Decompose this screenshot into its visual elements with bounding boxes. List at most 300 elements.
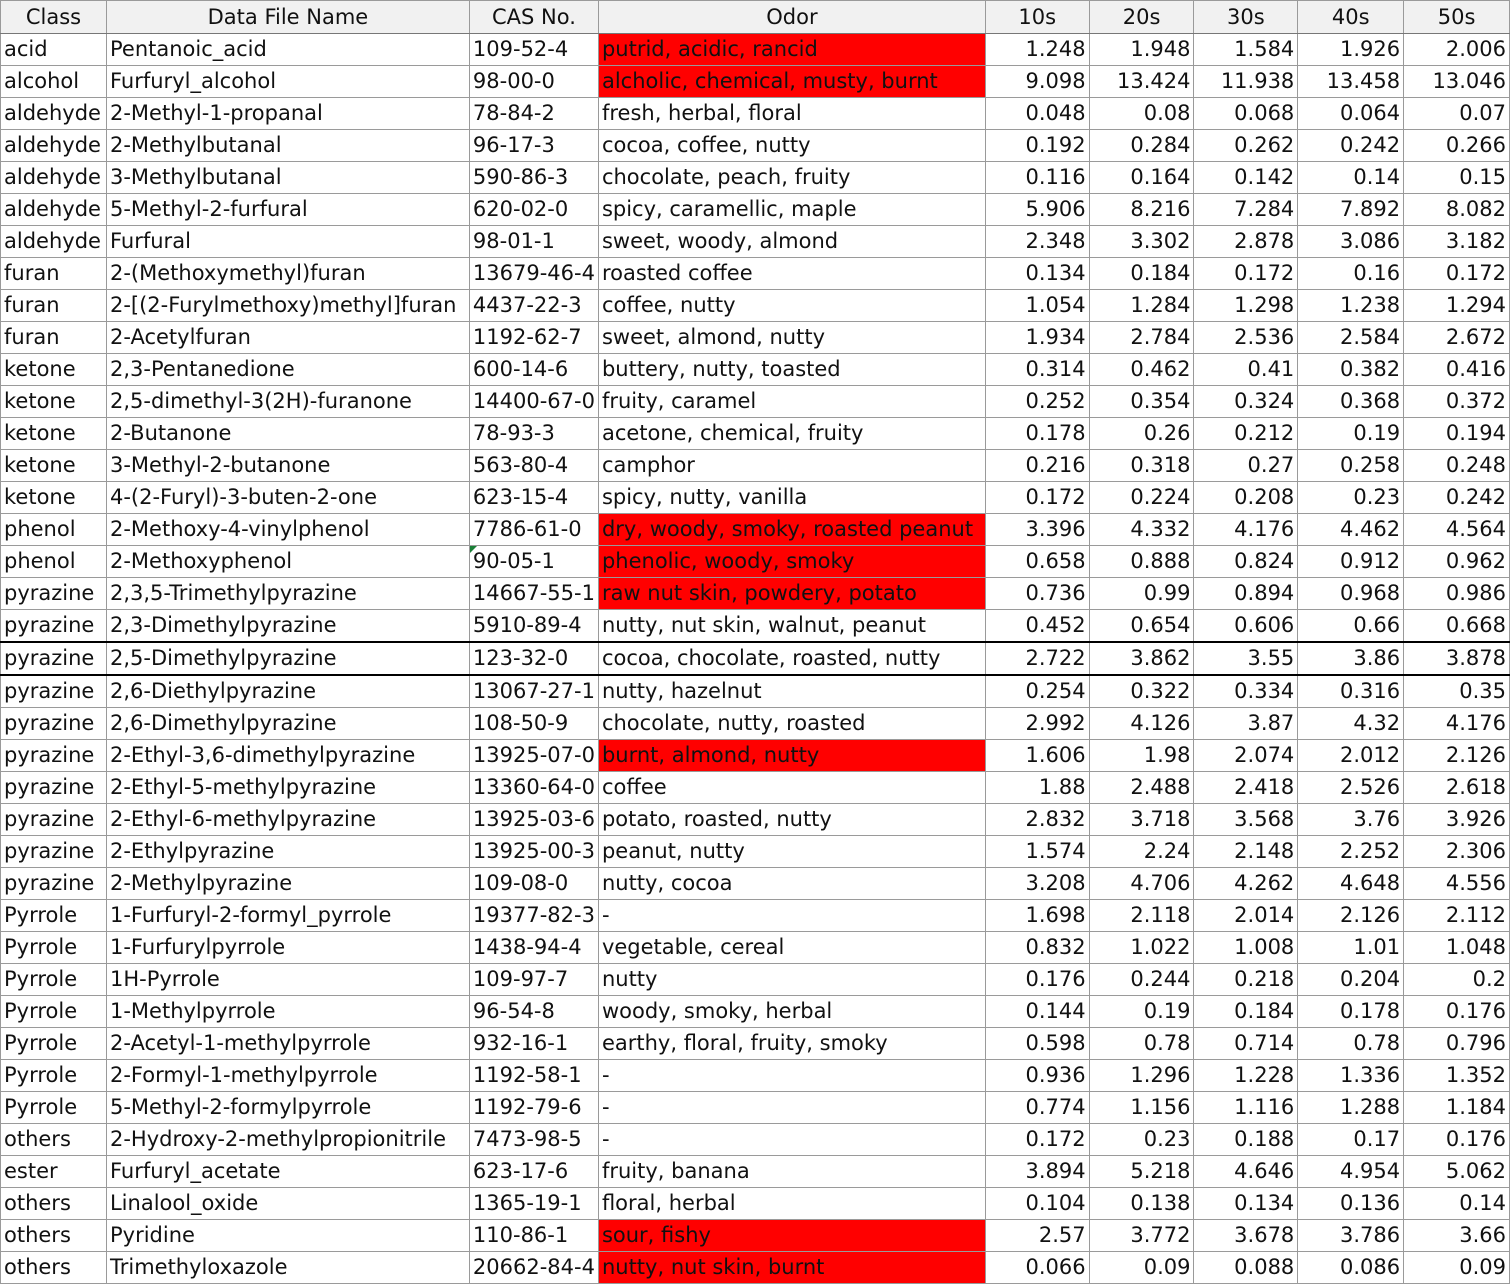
- cell-cas-no[interactable]: 14400-67-0: [469, 386, 598, 418]
- cell-odor[interactable]: -: [598, 900, 985, 932]
- cell-10s[interactable]: 1.054: [985, 290, 1089, 322]
- cell-class[interactable]: phenol: [1, 514, 107, 546]
- cell-30s[interactable]: 0.27: [1194, 450, 1298, 482]
- cell-40s[interactable]: 7.892: [1298, 194, 1404, 226]
- cell-50s[interactable]: 3.878: [1404, 642, 1510, 675]
- cell-40s[interactable]: 4.32: [1298, 708, 1404, 740]
- cell-30s[interactable]: 2.074: [1194, 740, 1298, 772]
- cell-cas-no[interactable]: 96-17-3: [469, 130, 598, 162]
- cell-cas-no[interactable]: 1192-62-7: [469, 322, 598, 354]
- cell-30s[interactable]: 0.188: [1194, 1124, 1298, 1156]
- cell-10s[interactable]: 2.57: [985, 1220, 1089, 1252]
- cell-20s[interactable]: 0.888: [1089, 546, 1194, 578]
- cell-10s[interactable]: 2.992: [985, 708, 1089, 740]
- cell-class[interactable]: others: [1, 1124, 107, 1156]
- cell-class[interactable]: ketone: [1, 482, 107, 514]
- cell-20s[interactable]: 2.118: [1089, 900, 1194, 932]
- cell-20s[interactable]: 0.138: [1089, 1188, 1194, 1220]
- cell-30s[interactable]: 2.148: [1194, 836, 1298, 868]
- cell-30s[interactable]: 1.116: [1194, 1092, 1298, 1124]
- cell-10s[interactable]: 0.066: [985, 1252, 1089, 1284]
- cell-data-file-name[interactable]: 1-Methylpyrrole: [106, 996, 469, 1028]
- cell-40s[interactable]: 1.926: [1298, 34, 1404, 66]
- cell-20s[interactable]: 2.784: [1089, 322, 1194, 354]
- cell-data-file-name[interactable]: Trimethyloxazole: [106, 1252, 469, 1284]
- cell-class[interactable]: aldehyde: [1, 130, 107, 162]
- cell-odor[interactable]: -: [598, 1124, 985, 1156]
- cell-50s[interactable]: 0.372: [1404, 386, 1510, 418]
- cell-50s[interactable]: 2.618: [1404, 772, 1510, 804]
- cell-class[interactable]: phenol: [1, 546, 107, 578]
- cell-odor[interactable]: raw nut skin, powdery, potato: [598, 578, 985, 610]
- cell-10s[interactable]: 1.248: [985, 34, 1089, 66]
- cell-40s[interactable]: 0.23: [1298, 482, 1404, 514]
- cell-30s[interactable]: 0.606: [1194, 610, 1298, 643]
- cell-20s[interactable]: 8.216: [1089, 194, 1194, 226]
- cell-class[interactable]: ketone: [1, 354, 107, 386]
- cell-class[interactable]: aldehyde: [1, 226, 107, 258]
- cell-30s[interactable]: 11.938: [1194, 66, 1298, 98]
- cell-cas-no[interactable]: 78-84-2: [469, 98, 598, 130]
- cell-class[interactable]: furan: [1, 258, 107, 290]
- cell-10s[interactable]: 0.452: [985, 610, 1089, 643]
- cell-30s[interactable]: 4.646: [1194, 1156, 1298, 1188]
- cell-cas-no[interactable]: 13679-46-4: [469, 258, 598, 290]
- cell-40s[interactable]: 3.086: [1298, 226, 1404, 258]
- cell-odor[interactable]: spicy, nutty, vanilla: [598, 482, 985, 514]
- cell-10s[interactable]: 0.832: [985, 932, 1089, 964]
- cell-data-file-name[interactable]: 5-Methyl-2-furfural: [106, 194, 469, 226]
- cell-odor[interactable]: alcholic, chemical, musty, burnt: [598, 66, 985, 98]
- cell-class[interactable]: pyrazine: [1, 675, 107, 708]
- cell-20s[interactable]: 0.224: [1089, 482, 1194, 514]
- cell-odor[interactable]: vegetable, cereal: [598, 932, 985, 964]
- cell-40s[interactable]: 0.968: [1298, 578, 1404, 610]
- cell-cas-no[interactable]: 109-08-0: [469, 868, 598, 900]
- cell-10s[interactable]: 3.396: [985, 514, 1089, 546]
- cell-20s[interactable]: 0.78: [1089, 1028, 1194, 1060]
- cell-40s[interactable]: 0.368: [1298, 386, 1404, 418]
- cell-odor[interactable]: peanut, nutty: [598, 836, 985, 868]
- cell-odor[interactable]: woody, smoky, herbal: [598, 996, 985, 1028]
- cell-odor[interactable]: cocoa, coffee, nutty: [598, 130, 985, 162]
- cell-40s[interactable]: 0.178: [1298, 996, 1404, 1028]
- cell-50s[interactable]: 1.352: [1404, 1060, 1510, 1092]
- cell-class[interactable]: ketone: [1, 386, 107, 418]
- cell-40s[interactable]: 4.954: [1298, 1156, 1404, 1188]
- cell-cas-no[interactable]: 620-02-0: [469, 194, 598, 226]
- cell-10s[interactable]: 5.906: [985, 194, 1089, 226]
- cell-40s[interactable]: 1.01: [1298, 932, 1404, 964]
- cell-cas-no[interactable]: 109-97-7: [469, 964, 598, 996]
- cell-cas-no[interactable]: 78-93-3: [469, 418, 598, 450]
- cell-30s[interactable]: 0.142: [1194, 162, 1298, 194]
- cell-50s[interactable]: 2.112: [1404, 900, 1510, 932]
- cell-20s[interactable]: 3.772: [1089, 1220, 1194, 1252]
- cell-class[interactable]: others: [1, 1220, 107, 1252]
- cell-50s[interactable]: 0.172: [1404, 258, 1510, 290]
- cell-50s[interactable]: 1.184: [1404, 1092, 1510, 1124]
- cell-20s[interactable]: 1.948: [1089, 34, 1194, 66]
- cell-data-file-name[interactable]: 1H-Pyrrole: [106, 964, 469, 996]
- cell-cas-no[interactable]: 13067-27-1: [469, 675, 598, 708]
- cell-10s[interactable]: 0.192: [985, 130, 1089, 162]
- cell-odor[interactable]: sweet, almond, nutty: [598, 322, 985, 354]
- cell-data-file-name[interactable]: 2-Formyl-1-methylpyrrole: [106, 1060, 469, 1092]
- cell-50s[interactable]: 2.006: [1404, 34, 1510, 66]
- cell-data-file-name[interactable]: 4-(2-Furyl)-3-buten-2-one: [106, 482, 469, 514]
- cell-10s[interactable]: 1.698: [985, 900, 1089, 932]
- cell-50s[interactable]: 0.242: [1404, 482, 1510, 514]
- cell-10s[interactable]: 1.606: [985, 740, 1089, 772]
- cell-50s[interactable]: 0.15: [1404, 162, 1510, 194]
- cell-cas-no[interactable]: 7786-61-0: [469, 514, 598, 546]
- cell-data-file-name[interactable]: 2,3,5-Trimethylpyrazine: [106, 578, 469, 610]
- cell-30s[interactable]: 0.894: [1194, 578, 1298, 610]
- cell-50s[interactable]: 2.126: [1404, 740, 1510, 772]
- cell-50s[interactable]: 0.14: [1404, 1188, 1510, 1220]
- cell-40s[interactable]: 0.912: [1298, 546, 1404, 578]
- cell-10s[interactable]: 3.208: [985, 868, 1089, 900]
- cell-40s[interactable]: 0.16: [1298, 258, 1404, 290]
- cell-20s[interactable]: 0.354: [1089, 386, 1194, 418]
- cell-class[interactable]: pyrazine: [1, 804, 107, 836]
- cell-40s[interactable]: 0.382: [1298, 354, 1404, 386]
- cell-odor[interactable]: fresh, herbal, floral: [598, 98, 985, 130]
- cell-odor[interactable]: -: [598, 1060, 985, 1092]
- cell-odor[interactable]: nutty, nut skin, burnt: [598, 1252, 985, 1284]
- cell-cas-no[interactable]: 4437-22-3: [469, 290, 598, 322]
- cell-10s[interactable]: 0.252: [985, 386, 1089, 418]
- cell-50s[interactable]: 0.668: [1404, 610, 1510, 643]
- cell-50s[interactable]: 0.962: [1404, 546, 1510, 578]
- cell-30s[interactable]: 0.068: [1194, 98, 1298, 130]
- cell-data-file-name[interactable]: 2-Ethyl-5-methylpyrazine: [106, 772, 469, 804]
- cell-20s[interactable]: 0.09: [1089, 1252, 1194, 1284]
- cell-class[interactable]: Pyrrole: [1, 996, 107, 1028]
- cell-10s[interactable]: 1.934: [985, 322, 1089, 354]
- cell-data-file-name[interactable]: Furfuryl_acetate: [106, 1156, 469, 1188]
- cell-class[interactable]: pyrazine: [1, 772, 107, 804]
- cell-10s[interactable]: 0.104: [985, 1188, 1089, 1220]
- cell-20s[interactable]: 0.08: [1089, 98, 1194, 130]
- cell-20s[interactable]: 0.462: [1089, 354, 1194, 386]
- cell-30s[interactable]: 0.714: [1194, 1028, 1298, 1060]
- cell-cas-no[interactable]: 19377-82-3: [469, 900, 598, 932]
- cell-odor[interactable]: coffee, nutty: [598, 290, 985, 322]
- cell-40s[interactable]: 0.78: [1298, 1028, 1404, 1060]
- cell-data-file-name[interactable]: Furfuryl_alcohol: [106, 66, 469, 98]
- cell-cas-no[interactable]: 20662-84-4: [469, 1252, 598, 1284]
- cell-data-file-name[interactable]: 1-Furfurylpyrrole: [106, 932, 469, 964]
- cell-10s[interactable]: 0.144: [985, 996, 1089, 1028]
- cell-50s[interactable]: 0.176: [1404, 996, 1510, 1028]
- cell-data-file-name[interactable]: 5-Methyl-2-formylpyrrole: [106, 1092, 469, 1124]
- cell-odor[interactable]: chocolate, nutty, roasted: [598, 708, 985, 740]
- cell-cas-no[interactable]: 123-32-0: [469, 642, 598, 675]
- column-header-class[interactable]: Class: [1, 1, 107, 34]
- cell-odor[interactable]: acetone, chemical, fruity: [598, 418, 985, 450]
- cell-20s[interactable]: 3.862: [1089, 642, 1194, 675]
- cell-class[interactable]: others: [1, 1252, 107, 1284]
- cell-odor[interactable]: burnt, almond, nutty: [598, 740, 985, 772]
- cell-50s[interactable]: 0.796: [1404, 1028, 1510, 1060]
- cell-20s[interactable]: 0.654: [1089, 610, 1194, 643]
- cell-data-file-name[interactable]: 2,5-Dimethylpyrazine: [106, 642, 469, 675]
- cell-30s[interactable]: 1.008: [1194, 932, 1298, 964]
- cell-40s[interactable]: 0.17: [1298, 1124, 1404, 1156]
- cell-50s[interactable]: 4.564: [1404, 514, 1510, 546]
- cell-data-file-name[interactable]: Linalool_oxide: [106, 1188, 469, 1220]
- cell-40s[interactable]: 0.19: [1298, 418, 1404, 450]
- cell-20s[interactable]: 3.302: [1089, 226, 1194, 258]
- cell-50s[interactable]: 0.07: [1404, 98, 1510, 130]
- cell-cas-no[interactable]: 1192-79-6: [469, 1092, 598, 1124]
- cell-class[interactable]: Pyrrole: [1, 900, 107, 932]
- cell-20s[interactable]: 2.488: [1089, 772, 1194, 804]
- cell-20s[interactable]: 0.164: [1089, 162, 1194, 194]
- cell-odor[interactable]: coffee: [598, 772, 985, 804]
- cell-cas-no[interactable]: 1192-58-1: [469, 1060, 598, 1092]
- cell-odor[interactable]: sweet, woody, almond: [598, 226, 985, 258]
- cell-odor[interactable]: buttery, nutty, toasted: [598, 354, 985, 386]
- cell-class[interactable]: ketone: [1, 450, 107, 482]
- cell-20s[interactable]: 4.706: [1089, 868, 1194, 900]
- cell-class[interactable]: pyrazine: [1, 740, 107, 772]
- cell-20s[interactable]: 3.718: [1089, 804, 1194, 836]
- column-header-30s[interactable]: 30s: [1194, 1, 1298, 34]
- cell-class[interactable]: Pyrrole: [1, 1092, 107, 1124]
- cell-50s[interactable]: 3.66: [1404, 1220, 1510, 1252]
- cell-class[interactable]: Pyrrole: [1, 964, 107, 996]
- cell-class[interactable]: alcohol: [1, 66, 107, 98]
- cell-50s[interactable]: 5.062: [1404, 1156, 1510, 1188]
- cell-20s[interactable]: 0.26: [1089, 418, 1194, 450]
- cell-30s[interactable]: 0.41: [1194, 354, 1298, 386]
- cell-cas-no[interactable]: 1365-19-1: [469, 1188, 598, 1220]
- cell-odor[interactable]: cocoa, chocolate, roasted, nutty: [598, 642, 985, 675]
- cell-data-file-name[interactable]: 2-[(2-Furylmethoxy)methyl]furan: [106, 290, 469, 322]
- cell-odor[interactable]: nutty: [598, 964, 985, 996]
- cell-cas-no[interactable]: 90-05-1: [469, 546, 598, 578]
- cell-20s[interactable]: 0.322: [1089, 675, 1194, 708]
- cell-50s[interactable]: 1.294: [1404, 290, 1510, 322]
- cell-30s[interactable]: 0.172: [1194, 258, 1298, 290]
- cell-10s[interactable]: 0.048: [985, 98, 1089, 130]
- cell-cas-no[interactable]: 110-86-1: [469, 1220, 598, 1252]
- cell-odor[interactable]: dry, woody, smoky, roasted peanut: [598, 514, 985, 546]
- cell-class[interactable]: pyrazine: [1, 868, 107, 900]
- cell-20s[interactable]: 0.19: [1089, 996, 1194, 1028]
- cell-odor[interactable]: roasted coffee: [598, 258, 985, 290]
- cell-data-file-name[interactable]: 2,5-dimethyl-3(2H)-furanone: [106, 386, 469, 418]
- cell-40s[interactable]: 0.086: [1298, 1252, 1404, 1284]
- cell-odor[interactable]: potato, roasted, nutty: [598, 804, 985, 836]
- cell-40s[interactable]: 3.786: [1298, 1220, 1404, 1252]
- cell-50s[interactable]: 4.556: [1404, 868, 1510, 900]
- cell-cas-no[interactable]: 1438-94-4: [469, 932, 598, 964]
- cell-40s[interactable]: 0.316: [1298, 675, 1404, 708]
- cell-class[interactable]: Pyrrole: [1, 1028, 107, 1060]
- cell-30s[interactable]: 4.262: [1194, 868, 1298, 900]
- cell-50s[interactable]: 0.176: [1404, 1124, 1510, 1156]
- column-header-data-file-name[interactable]: Data File Name: [106, 1, 469, 34]
- cell-data-file-name[interactable]: 3-Methylbutanal: [106, 162, 469, 194]
- cell-20s[interactable]: 1.296: [1089, 1060, 1194, 1092]
- cell-10s[interactable]: 0.736: [985, 578, 1089, 610]
- cell-50s[interactable]: 0.194: [1404, 418, 1510, 450]
- cell-class[interactable]: pyrazine: [1, 610, 107, 643]
- cell-class[interactable]: Pyrrole: [1, 1060, 107, 1092]
- cell-50s[interactable]: 1.048: [1404, 932, 1510, 964]
- cell-40s[interactable]: 3.76: [1298, 804, 1404, 836]
- cell-odor[interactable]: camphor: [598, 450, 985, 482]
- cell-data-file-name[interactable]: 2,6-Diethylpyrazine: [106, 675, 469, 708]
- cell-data-file-name[interactable]: 2-Methylpyrazine: [106, 868, 469, 900]
- cell-odor[interactable]: nutty, cocoa: [598, 868, 985, 900]
- cell-data-file-name[interactable]: 2-Acetyl-1-methylpyrrole: [106, 1028, 469, 1060]
- cell-10s[interactable]: 2.348: [985, 226, 1089, 258]
- cell-10s[interactable]: 0.774: [985, 1092, 1089, 1124]
- cell-class[interactable]: ketone: [1, 418, 107, 450]
- cell-30s[interactable]: 0.218: [1194, 964, 1298, 996]
- cell-30s[interactable]: 3.678: [1194, 1220, 1298, 1252]
- cell-40s[interactable]: 1.288: [1298, 1092, 1404, 1124]
- cell-10s[interactable]: 0.658: [985, 546, 1089, 578]
- cell-cas-no[interactable]: 98-01-1: [469, 226, 598, 258]
- cell-50s[interactable]: 0.09: [1404, 1252, 1510, 1284]
- cell-40s[interactable]: 13.458: [1298, 66, 1404, 98]
- cell-10s[interactable]: 1.88: [985, 772, 1089, 804]
- cell-data-file-name[interactable]: 1-Furfuryl-2-formyl_pyrrole: [106, 900, 469, 932]
- cell-30s[interactable]: 0.208: [1194, 482, 1298, 514]
- cell-20s[interactable]: 5.218: [1089, 1156, 1194, 1188]
- cell-data-file-name[interactable]: 2-Acetylfuran: [106, 322, 469, 354]
- cell-40s[interactable]: 0.204: [1298, 964, 1404, 996]
- cell-data-file-name[interactable]: 2,3-Dimethylpyrazine: [106, 610, 469, 643]
- cell-odor[interactable]: putrid, acidic, rancid: [598, 34, 985, 66]
- cell-cas-no[interactable]: 5910-89-4: [469, 610, 598, 643]
- cell-class[interactable]: pyrazine: [1, 836, 107, 868]
- cell-30s[interactable]: 0.334: [1194, 675, 1298, 708]
- cell-50s[interactable]: 0.416: [1404, 354, 1510, 386]
- cell-30s[interactable]: 1.584: [1194, 34, 1298, 66]
- cell-20s[interactable]: 1.156: [1089, 1092, 1194, 1124]
- cell-30s[interactable]: 0.088: [1194, 1252, 1298, 1284]
- cell-30s[interactable]: 2.014: [1194, 900, 1298, 932]
- cell-10s[interactable]: 0.598: [985, 1028, 1089, 1060]
- cell-cas-no[interactable]: 13925-07-0: [469, 740, 598, 772]
- cell-data-file-name[interactable]: 2-Methylbutanal: [106, 130, 469, 162]
- cell-30s[interactable]: 4.176: [1194, 514, 1298, 546]
- cell-10s[interactable]: 0.936: [985, 1060, 1089, 1092]
- cell-40s[interactable]: 1.238: [1298, 290, 1404, 322]
- column-header-50s[interactable]: 50s: [1404, 1, 1510, 34]
- cell-cas-no[interactable]: 13360-64-0: [469, 772, 598, 804]
- cell-odor[interactable]: earthy, floral, fruity, smoky: [598, 1028, 985, 1060]
- cell-20s[interactable]: 0.284: [1089, 130, 1194, 162]
- cell-odor[interactable]: fruity, banana: [598, 1156, 985, 1188]
- cell-40s[interactable]: 2.012: [1298, 740, 1404, 772]
- cell-cas-no[interactable]: 13925-00-3: [469, 836, 598, 868]
- cell-50s[interactable]: 4.176: [1404, 708, 1510, 740]
- cell-cas-no[interactable]: 590-86-3: [469, 162, 598, 194]
- cell-data-file-name[interactable]: 2-(Methoxymethyl)furan: [106, 258, 469, 290]
- cell-50s[interactable]: 0.986: [1404, 578, 1510, 610]
- cell-30s[interactable]: 0.184: [1194, 996, 1298, 1028]
- column-header-cas-no[interactable]: CAS No.: [469, 1, 598, 34]
- cell-cas-no[interactable]: 7473-98-5: [469, 1124, 598, 1156]
- cell-class[interactable]: aldehyde: [1, 162, 107, 194]
- cell-class[interactable]: aldehyde: [1, 98, 107, 130]
- cell-20s[interactable]: 0.99: [1089, 578, 1194, 610]
- cell-cas-no[interactable]: 600-14-6: [469, 354, 598, 386]
- cell-10s[interactable]: 3.894: [985, 1156, 1089, 1188]
- cell-cas-no[interactable]: 14667-55-1: [469, 578, 598, 610]
- cell-data-file-name[interactable]: 2-Ethylpyrazine: [106, 836, 469, 868]
- cell-40s[interactable]: 4.648: [1298, 868, 1404, 900]
- cell-30s[interactable]: 2.418: [1194, 772, 1298, 804]
- cell-40s[interactable]: 3.86: [1298, 642, 1404, 675]
- cell-20s[interactable]: 2.24: [1089, 836, 1194, 868]
- cell-class[interactable]: pyrazine: [1, 708, 107, 740]
- cell-data-file-name[interactable]: 2-Ethyl-6-methylpyrazine: [106, 804, 469, 836]
- cell-30s[interactable]: 1.228: [1194, 1060, 1298, 1092]
- cell-class[interactable]: others: [1, 1188, 107, 1220]
- cell-data-file-name[interactable]: 2-Butanone: [106, 418, 469, 450]
- cell-10s[interactable]: 9.098: [985, 66, 1089, 98]
- cell-class[interactable]: aldehyde: [1, 194, 107, 226]
- cell-cas-no[interactable]: 13925-03-6: [469, 804, 598, 836]
- column-header-20s[interactable]: 20s: [1089, 1, 1194, 34]
- cell-odor[interactable]: floral, herbal: [598, 1188, 985, 1220]
- cell-10s[interactable]: 0.116: [985, 162, 1089, 194]
- cell-data-file-name[interactable]: 2-Ethyl-3,6-dimethylpyrazine: [106, 740, 469, 772]
- cell-cas-no[interactable]: 98-00-0: [469, 66, 598, 98]
- cell-30s[interactable]: 2.536: [1194, 322, 1298, 354]
- cell-30s[interactable]: 0.824: [1194, 546, 1298, 578]
- cell-10s[interactable]: 2.722: [985, 642, 1089, 675]
- cell-cas-no[interactable]: 563-80-4: [469, 450, 598, 482]
- cell-data-file-name[interactable]: 2,6-Dimethylpyrazine: [106, 708, 469, 740]
- cell-50s[interactable]: 8.082: [1404, 194, 1510, 226]
- cell-20s[interactable]: 0.23: [1089, 1124, 1194, 1156]
- cell-50s[interactable]: 13.046: [1404, 66, 1510, 98]
- cell-40s[interactable]: 0.242: [1298, 130, 1404, 162]
- cell-40s[interactable]: 2.252: [1298, 836, 1404, 868]
- cell-data-file-name[interactable]: 2-Methyl-1-propanal: [106, 98, 469, 130]
- cell-30s[interactable]: 0.212: [1194, 418, 1298, 450]
- cell-40s[interactable]: 2.526: [1298, 772, 1404, 804]
- cell-30s[interactable]: 0.262: [1194, 130, 1298, 162]
- cell-20s[interactable]: 0.244: [1089, 964, 1194, 996]
- cell-40s[interactable]: 0.064: [1298, 98, 1404, 130]
- cell-50s[interactable]: 0.248: [1404, 450, 1510, 482]
- column-header-40s[interactable]: 40s: [1298, 1, 1404, 34]
- cell-30s[interactable]: 0.324: [1194, 386, 1298, 418]
- cell-cas-no[interactable]: 623-15-4: [469, 482, 598, 514]
- cell-odor[interactable]: sour, fishy: [598, 1220, 985, 1252]
- cell-cas-no[interactable]: 109-52-4: [469, 34, 598, 66]
- cell-data-file-name[interactable]: Furfural: [106, 226, 469, 258]
- cell-class[interactable]: pyrazine: [1, 578, 107, 610]
- cell-10s[interactable]: 0.176: [985, 964, 1089, 996]
- cell-40s[interactable]: 4.462: [1298, 514, 1404, 546]
- cell-odor[interactable]: -: [598, 1092, 985, 1124]
- cell-class[interactable]: ester: [1, 1156, 107, 1188]
- cell-cas-no[interactable]: 623-17-6: [469, 1156, 598, 1188]
- cell-odor[interactable]: nutty, nut skin, walnut, peanut: [598, 610, 985, 643]
